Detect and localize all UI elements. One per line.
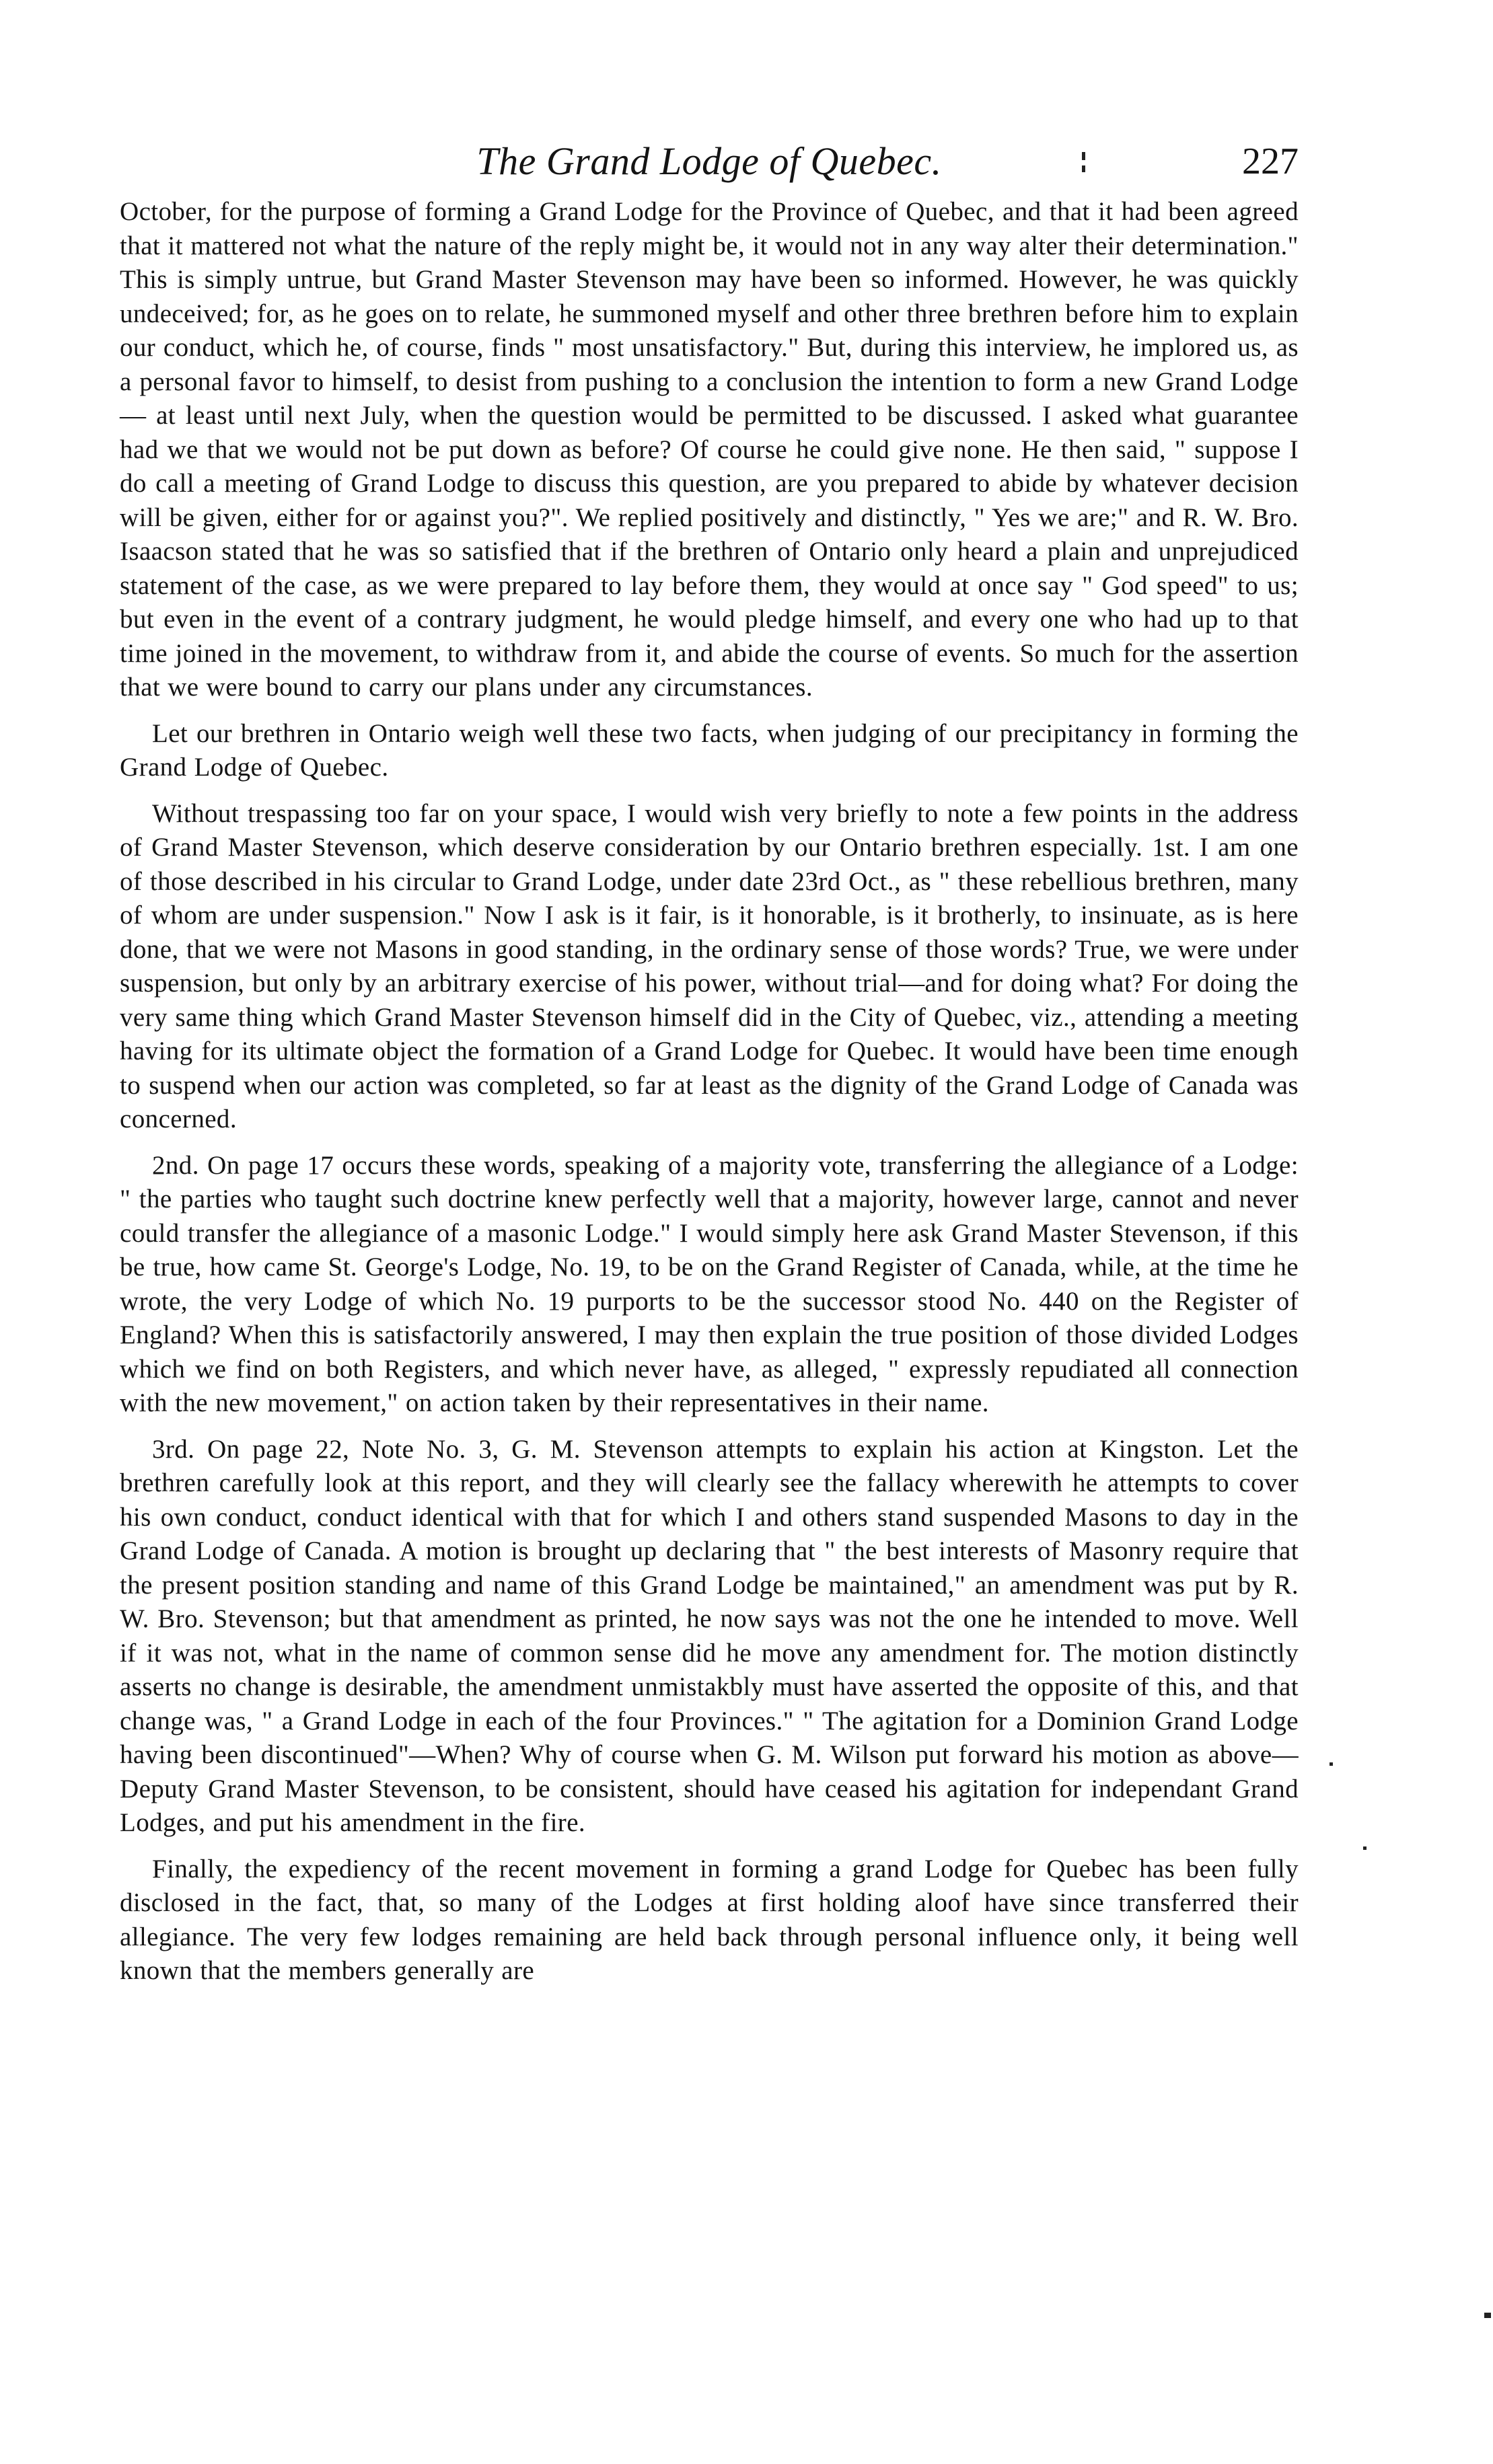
book-page <box>120 135 1299 2001</box>
body-text <box>120 195 1299 1988</box>
paragraph-finally: Finally, the expediency of the recent movement in forming a grand Lodge for Quebec has been fully disclosed in the fact, that, so many of the Lodges at first holding aloof have since transferred their allegiance. The very few lodges remaining are held back through personal influence only, it being well known that the members generally are <box>120 1854 1299 1985</box>
running-head <box>120 135 1299 195</box>
print-speck <box>1330 1762 1333 1766</box>
print-speck <box>1484 2313 1491 2318</box>
paragraph-point-first: Without trespassing too far on your space, I would wish very briefly to note a few points in the address of Grand Master Stevenson, which deserve consideration by our Ontario brethren especially. 1st. I am one of those described in his circular to Grand Lodge, under date 23rd Oct., as " these rebellious brethren, many of whom are under suspension." Now I ask is it fair, is it honorable, is it brotherly, to insinuate, as is here done, that we were not Masons in good standing, in the ordinary sense of those words? True, we were under suspension, but only by an arbitrary exercise of his power, without trial—and for doing what? For doing the very same thing which Grand Master Stevenson himself did in the City of Quebec, viz., attending a meeting having for its ultimate object the formation of a Grand Lodge for Quebec. It would have been time enough to suspend when our action was completed, so far at least as the dignity of the Grand Lodge of Canada was concerned. <box>120 798 1299 1133</box>
paragraph-point-third: 3rd. On page 22, Note No. 3, G. M. Stevenson attempts to explain his action at Kingston. Let the brethren carefully look at this report, and they will clearly see the fallacy wherewith he attempts to cover his own conduct, conduct identical with that for which I and others stand suspended Masons to day in the Grand Lodge of Canada. A motion is brought up declaring that " the best interests of Masonry require that the present position standing and name of this Grand Lodge be maintained," an amendment was put by R. W. Bro. Stevenson; but that amendment as printed, he now says was not the one he intended to move. Well if it was not, what in the name of common sense did he move any amendment for. The motion distinctly asserts no change is desirable, the amendment unmistakbly must have asserted the opposite of this, and that change was, " a Grand Lodge in each of the four Provinces." " The agitation for a Dominion Grand Lodge having been discontinued"—When? Why of course when G. M. Wilson put forward his motion as above—Deputy Grand Master Stevenson, to be consistent, should have ceased his agitation for independant Grand Lodges, and put his amendment in the fire. <box>120 1434 1299 1837</box>
paragraph-ontario-brethren: Let our brethren in Ontario weigh well these two facts, when judging of our precipitancy in forming the Grand Lodge of Quebec. <box>120 718 1299 782</box>
paragraph-point-second: 2nd. On page 17 occurs these words, speaking of a majority vote, transferring the allegiance of a Lodge: " the parties who taught such doctrine knew perfectly well that a majority, however large, cannot and never could transfer the allegiance of a masonic Lodge." I would simply here ask Grand Master Stevenson, if this be true, how came St. George's Lodge, No. 19, to be on the Grand Register of Canada, while, at the time he wrote, the very Lodge of which No. 19 purports to be the successor stood No. 440 on the Register of England? When this is satisfactorily answered, I may then explain the true position of those divided Lodges which we find on both Registers, and which never have, as alleged, " expressly repudiated all connection with the new movement," on action taken by their representatives in their name. <box>120 1150 1299 1417</box>
print-speck <box>1082 165 1085 172</box>
print-speck <box>1363 1846 1367 1850</box>
running-title: The Grand Lodge of Quebec. <box>476 139 942 183</box>
paragraph-continuation: October, for the purpose of forming a Grand Lodge for the Province of Quebec, and that it had been agreed that it mattered not what the nature of the reply might be, it would not in any way alter their determination." This is simply untrue, but Grand Master Stevenson may have been so informed. However, he was quickly undeceived; for, as he goes on to relate, he summoned myself and other three brethren before him to explain our conduct, which he, of course, finds " most unsatisfactory." But, during this interview, he implored us, as a personal favor to himself, to desist from pushing to a conclusion the intention to form a new Grand Lodge— at least until next July, when the question would be permitted to be discussed. I asked what guarantee had we that we would not be put down as before? Of course he could give none. He then said, " suppose I do call a meeting of Grand Lodge to discuss this question, are you prepared to abide by whatever decision will be given, either for or against you?". We replied positively and distinctly, " Yes we are;" and R. W. Bro. Isaacson stated that he was so satisfied that if the brethren of Ontario only heard a plain and unprejudiced statement of the case, as we were prepared to lay before them, they would at once say " God speed" to us; but even in the event of a contrary judgment, he would pledge himself, and every one who had up to that time joined in the movement, to withdraw from it, and abide the course of events. So much for the assertion that we were bound to carry our plans under any circumstances. <box>120 197 1299 702</box>
page-number: 227 <box>1242 141 1299 182</box>
print-speck <box>1082 152 1085 160</box>
